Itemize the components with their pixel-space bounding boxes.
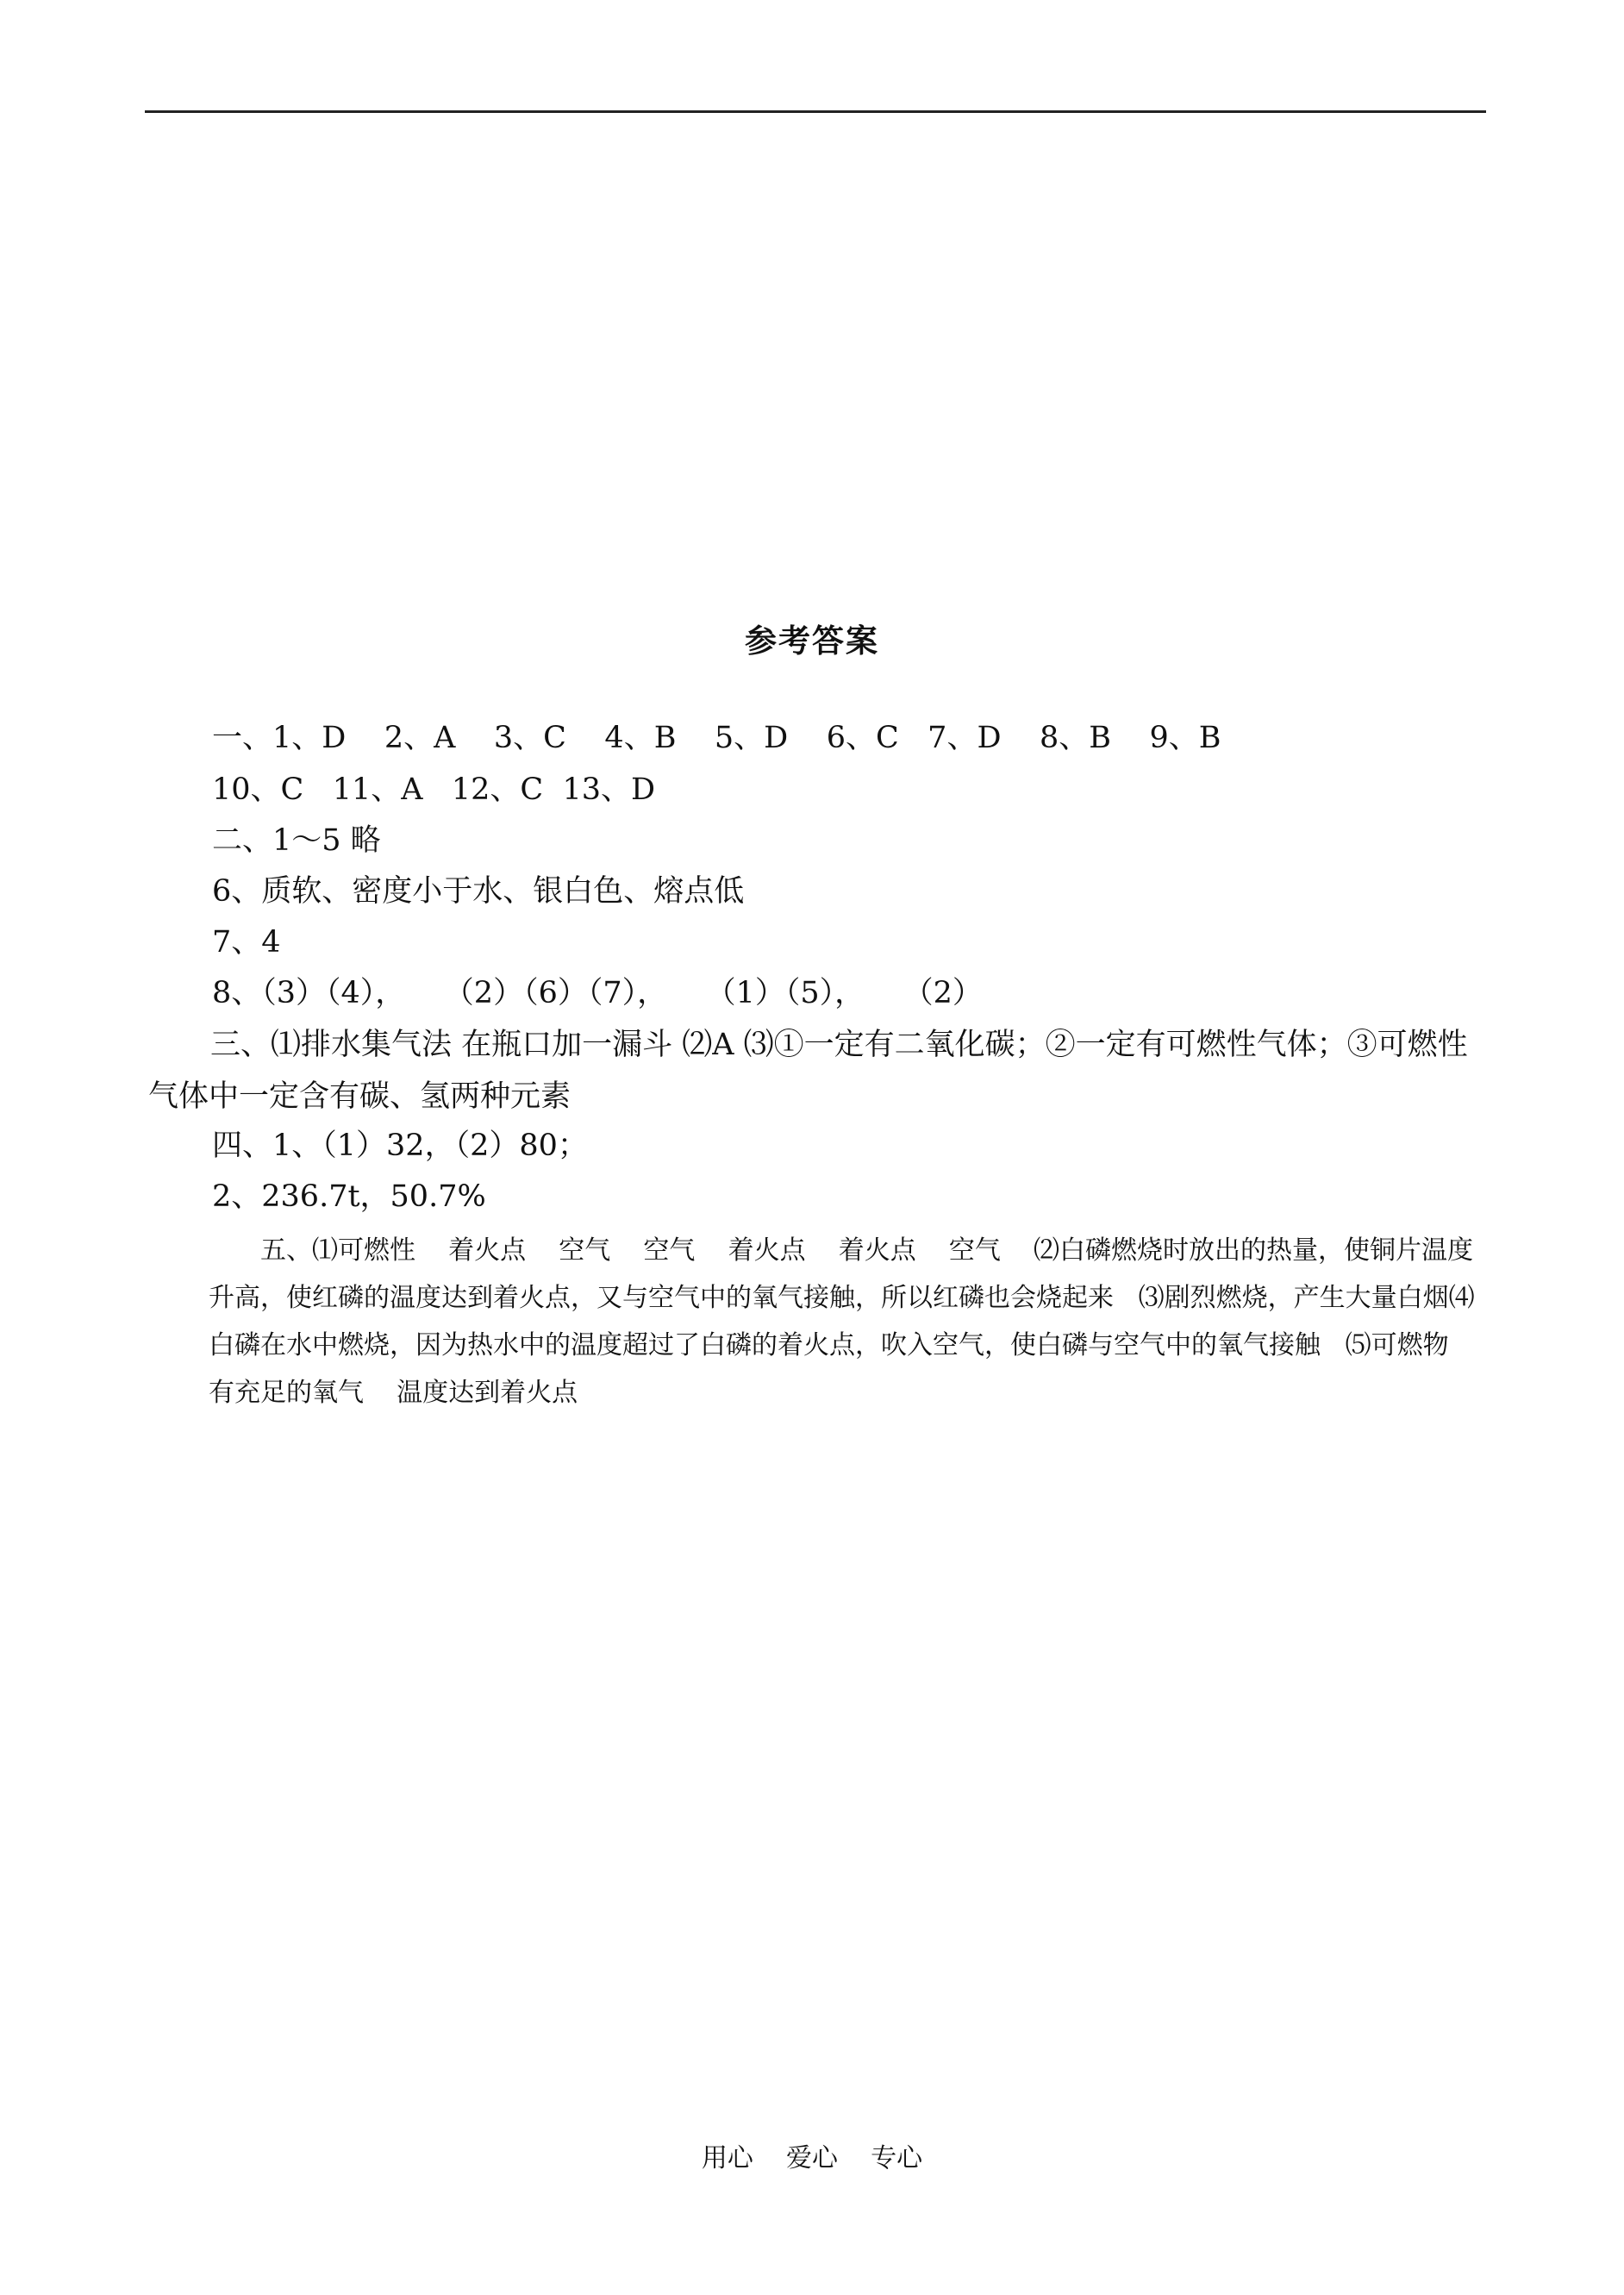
page-title: 参考答案: [745, 622, 879, 660]
page-footer: 用心 爱心 专心: [701, 2143, 923, 2173]
answer-line-6: 8、（3）（4）， （2）（6）（7）， （1）（5）， （2）: [212, 976, 983, 1010]
answer-line-4: 6、质软、密度小于水、银白色、熔点低: [212, 874, 745, 909]
answer-line-1: 一、1、D 2、A 3、C 4、B 5、D 6、C 7、D 8、B 9、B: [212, 721, 1221, 755]
answer-line-3: 二、1～5 略: [212, 823, 381, 858]
answer-line-2: 10、C 11、A 12、C 13、D: [212, 772, 656, 807]
answer-line-7: 四、1、（1）32，（2）80；: [212, 1129, 588, 1163]
answer-line-5: 7、4: [212, 925, 281, 960]
section-three-paragraph: 三、⑴排水集气法 在瓶口加一漏斗 ⑵A ⑶①一定有二氧化碳；②一定有可燃性气体；③可燃性气体中一定含有碳、氢两种元素: [148, 1028, 1468, 1114]
answer-line-8: 2、236.7t，50.7%: [212, 1179, 486, 1214]
header-rule: [145, 110, 1486, 113]
section-five-paragraph: 五、⑴可燃性 着火点 空气 空气 着火点 着火点 空气 ⑵白磷燃烧时放出的热量，使铜片温度升高，使红磷的温度达到着火点，又与空气中的氧气接触，所以红磷也会烧起来 ⑶剧烈燃烧，产生大量白烟⑷白磷在水中燃烧，因为热水中的温度超过了白磷的着火点，吹入空气，使白磷与空气中的氧气接触 ⑸可燃物 有充足的氧气 温度达到着火点: [209, 1235, 1482, 1408]
